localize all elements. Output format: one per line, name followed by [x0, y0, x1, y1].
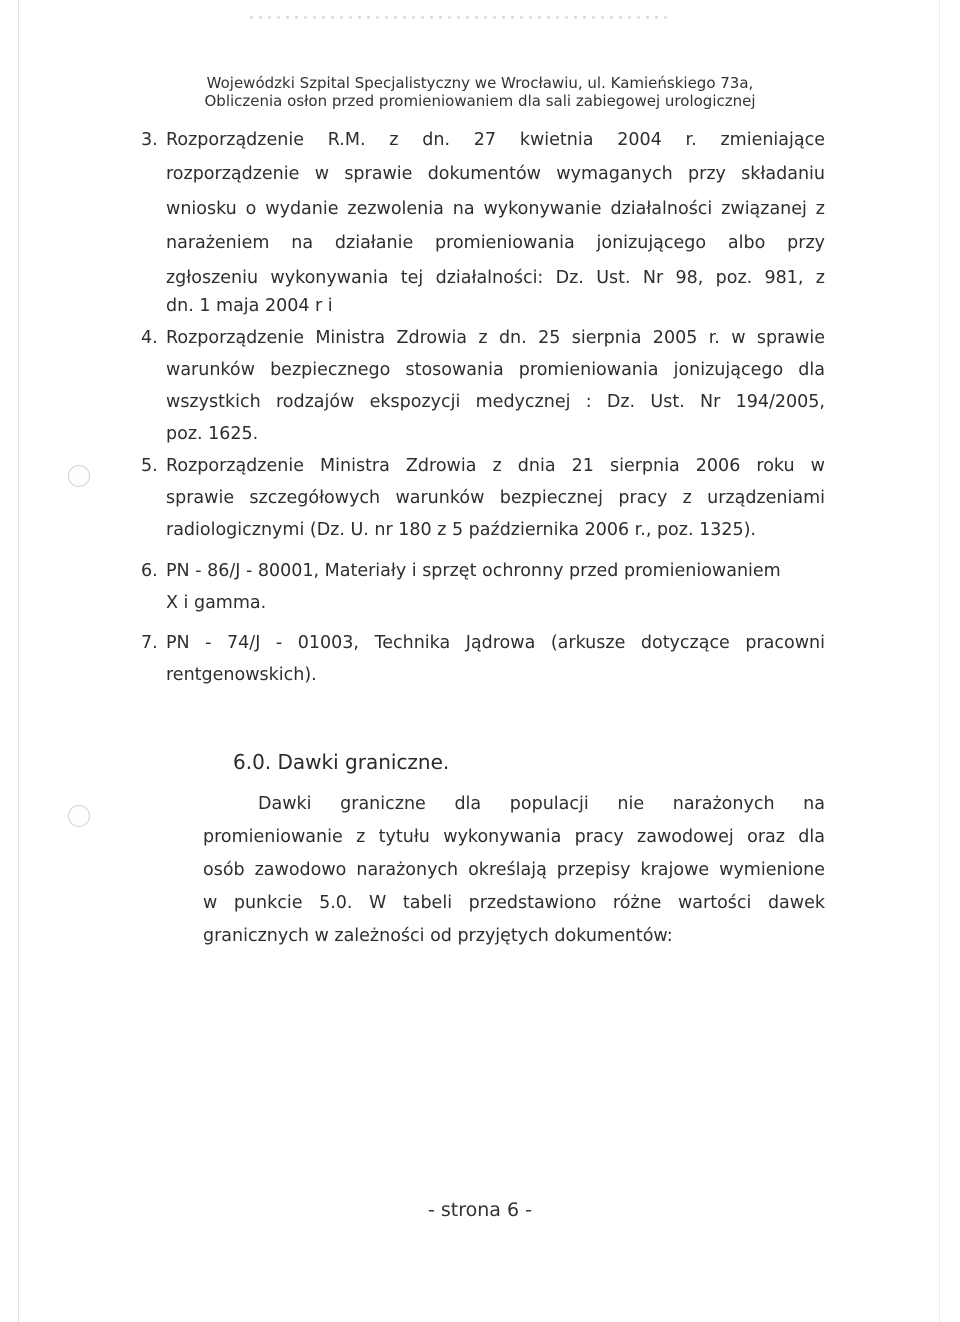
paragraph-line: promieniowanie z tytułu wykonywania pracy zawodowej oraz dla	[203, 827, 825, 847]
reference-line: PN - 86/J - 80001, Materiały i sprzęt ochronny przed promieniowaniem	[166, 561, 781, 581]
reference-number: 6.	[141, 561, 158, 581]
reference-line: zgłoszeniu wykonywania tej działalności: Dz. Ust. Nr 98, poz. 981, z	[166, 268, 825, 288]
reference-line: Rozporządzenie Ministra Zdrowia z dnia 21 sierpnia 2006 roku w	[166, 456, 825, 476]
reference-number: 4.	[141, 328, 158, 348]
reference-line: radiologicznymi (Dz. U. nr 180 z 5 października 2006 r., poz. 1325).	[166, 520, 756, 540]
reference-line: Rozporządzenie R.M. z dn. 27 kwietnia 2004 r. zmieniające	[166, 130, 825, 150]
paragraph-line: Dawki graniczne dla populacji nie narażonych na	[258, 794, 825, 814]
reference-number: 7.	[141, 633, 158, 653]
scan-artifact	[250, 16, 670, 19]
reference-number: 5.	[141, 456, 158, 476]
reference-line: rentgenowskich).	[166, 665, 317, 685]
section-title: 6.0. Dawki graniczne.	[233, 750, 450, 774]
reference-line: warunków bezpiecznego stosowania promieniowania jonizującego dla	[166, 360, 825, 380]
reference-line: rozporządzenie w sprawie dokumentów wymaganych przy składaniu	[166, 164, 825, 184]
punch-hole-mark	[68, 465, 90, 487]
reference-line: poz. 1625.	[166, 424, 259, 444]
reference-number: 3.	[141, 130, 158, 150]
reference-line: narażeniem na działanie promieniowania jonizującego albo przy	[166, 233, 825, 253]
reference-line: X i gamma.	[166, 593, 267, 613]
paragraph-line: w punkcie 5.0. W tabeli przedstawiono różne wartości dawek	[203, 893, 825, 913]
reference-line: sprawie szczegółowych warunków bezpiecznej pracy z urządzeniami	[166, 488, 825, 508]
punch-hole-mark	[68, 805, 90, 827]
document-header-line-2: Obliczenia osłon przed promieniowaniem dla sali zabiegowej urologicznej	[204, 92, 756, 110]
reference-line: Rozporządzenie Ministra Zdrowia z dn. 25 sierpnia 2005 r. w sprawie	[166, 328, 825, 348]
paragraph-line: granicznych w zależności od przyjętych dokumentów:	[203, 926, 673, 946]
document-header-line-1: Wojewódzki Szpital Specjalistyczny we Wrocławiu, ul. Kamieńskiego 73a,	[206, 74, 754, 92]
reference-line: wniosku o wydanie zezwolenia na wykonywanie działalności związanej z	[166, 199, 825, 219]
paragraph-line: osób zawodowo narażonych określają przepisy krajowe wymienione	[203, 860, 825, 880]
page-number: - strona 6 -	[428, 1199, 532, 1221]
reference-line: PN - 74/J - 01003, Technika Jądrowa (arkusze dotyczące pracowni	[166, 633, 825, 653]
reference-line: dn. 1 maja 2004 r i	[166, 296, 333, 316]
reference-line: wszystkich rodzajów ekspozycji medycznej : Dz. Ust. Nr 194/2005,	[166, 392, 825, 412]
